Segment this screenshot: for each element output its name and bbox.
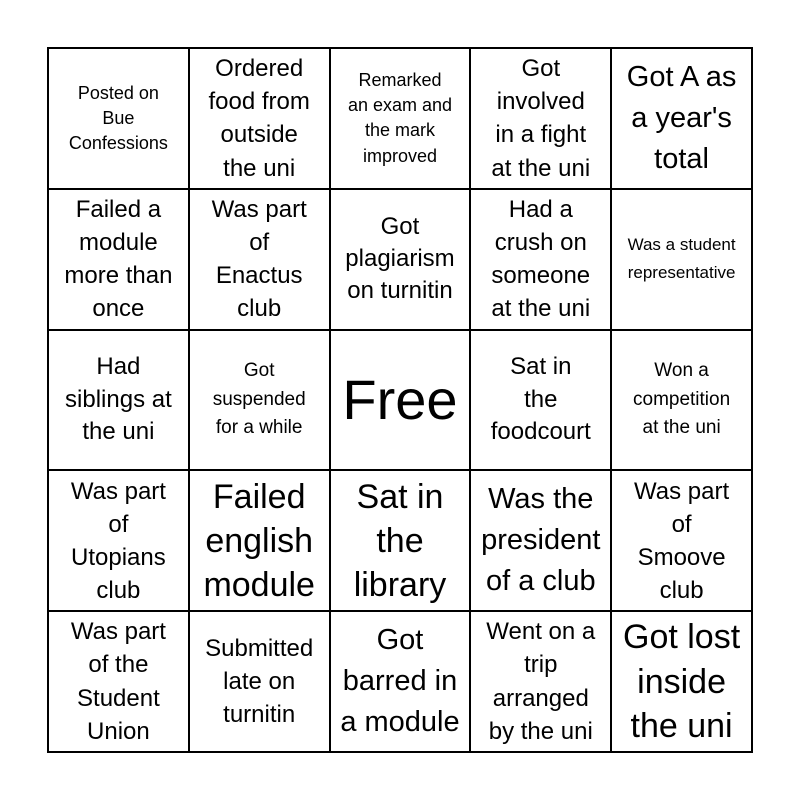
bingo-cell-r2c4[interactable]: Had a crush on someone at the uni: [470, 189, 611, 330]
bingo-cell-r4c2[interactable]: Failed english module: [189, 470, 330, 611]
bingo-cell-r4c3[interactable]: Sat in the library: [330, 470, 471, 611]
bingo-cell-r4c4[interactable]: Was the president of a club: [470, 470, 611, 611]
bingo-free-space[interactable]: Free: [330, 330, 471, 471]
bingo-cell-r5c4[interactable]: Went on a trip arranged by the uni: [470, 611, 611, 752]
bingo-cell-r5c1[interactable]: Was part of the Student Union: [48, 611, 189, 752]
bingo-cell-r1c5[interactable]: Got A as a year's total: [611, 48, 752, 189]
bingo-cell-r2c3[interactable]: Got plagiarism on turnitin: [330, 189, 471, 330]
bingo-cell-r3c4[interactable]: Sat in the foodcourt: [470, 330, 611, 471]
bingo-cell-r1c3[interactable]: Remarked an exam and the mark improved: [330, 48, 471, 189]
bingo-cell-r3c1[interactable]: Had siblings at the uni: [48, 330, 189, 471]
bingo-cell-r5c3[interactable]: Got barred in a module: [330, 611, 471, 752]
bingo-cell-r3c2[interactable]: Got suspended for a while: [189, 330, 330, 471]
bingo-cell-r5c2[interactable]: Submitted late on turnitin: [189, 611, 330, 752]
bingo-cell-r4c1[interactable]: Was part of Utopians club: [48, 470, 189, 611]
bingo-cell-r2c2[interactable]: Was part of Enactus club: [189, 189, 330, 330]
bingo-cell-r5c5[interactable]: Got lost inside the uni: [611, 611, 752, 752]
bingo-cell-r2c1[interactable]: Failed a module more than once: [48, 189, 189, 330]
bingo-cell-r2c5[interactable]: Was a student representative: [611, 189, 752, 330]
bingo-cell-r1c2[interactable]: Ordered food from outside the uni: [189, 48, 330, 189]
bingo-board: [47, 47, 753, 753]
bingo-cell-r1c1[interactable]: Posted on Bue Confessions: [48, 48, 189, 189]
bingo-cell-r4c5[interactable]: Was part of Smoove club: [611, 470, 752, 611]
bingo-cell-r3c5[interactable]: Won a competition at the uni: [611, 330, 752, 471]
bingo-cell-r1c4[interactable]: Got involved in a fight at the uni: [470, 48, 611, 189]
